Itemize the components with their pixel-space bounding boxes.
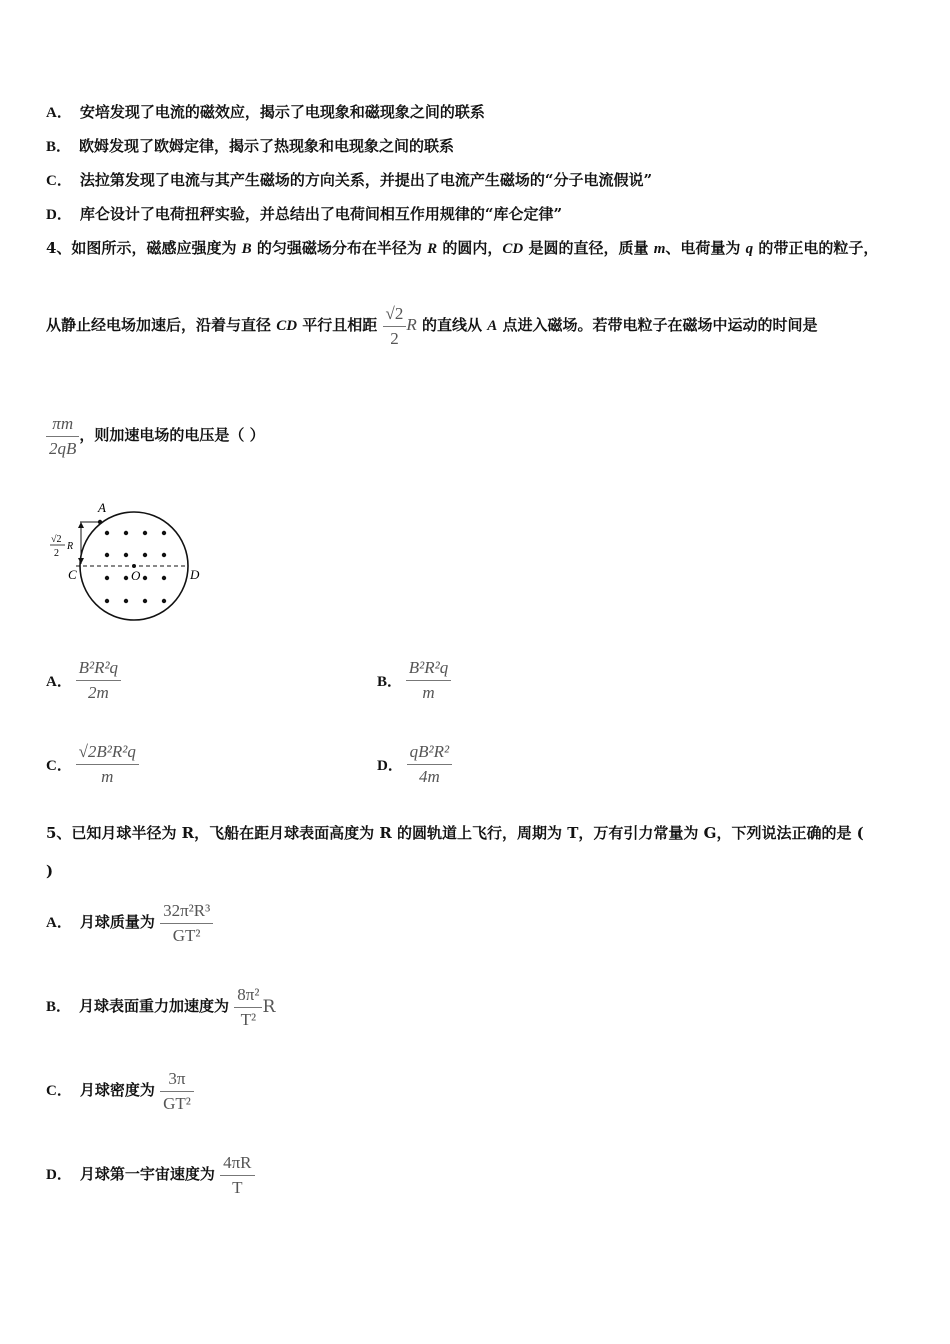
q4-option-b [377, 656, 451, 705]
var-cd: CD [502, 241, 524, 257]
option-fraction [76, 740, 139, 789]
fraction-pim-over-2qb [46, 412, 79, 461]
option-text: 月球表面重力加速度为 [79, 997, 230, 1015]
text: 、电荷量为 [665, 239, 746, 257]
fraction-numerator: 4πR [220, 1151, 254, 1176]
option-text: 法拉第发现了电流与其产生磁场的方向关系，并提出了电流产生磁场的“分子电流假说” [79, 171, 653, 189]
circle-diagram [46, 500, 216, 630]
option-suffix: R [262, 997, 276, 1017]
label-o: O [131, 568, 141, 583]
fraction-numerator: 3π [160, 1067, 194, 1092]
magnetic-field-figure [46, 500, 216, 634]
fraction-numerator: B²R²q [406, 656, 451, 681]
option-text: 月球第一宇宙速度为 [79, 1165, 215, 1183]
arrow-head-up [78, 522, 84, 528]
label-c: C [68, 567, 77, 582]
fraction-numerator: πm [46, 412, 79, 437]
option-label: D． [46, 1167, 72, 1183]
dist-denominator: 2 [54, 548, 59, 559]
fraction-numerator: √2B²R²q [76, 740, 139, 765]
q4-stem-line1 [46, 238, 878, 259]
fraction-numerator: 8π² [234, 983, 262, 1008]
option-text: 安培发现了电流的磁效应，揭示了电现象和磁现象之间的联系 [79, 103, 485, 121]
arrow-head-down [78, 558, 84, 564]
label-a: A [98, 500, 106, 515]
q4-option-a [46, 656, 121, 705]
fraction-denominator: 2qB [49, 438, 77, 458]
option-fraction [160, 1067, 194, 1116]
point-a [98, 520, 102, 524]
fraction-denominator: T [232, 1177, 243, 1197]
label-d: D [190, 567, 200, 582]
var-r: R [427, 241, 438, 257]
text: 的带正电的粒子， [753, 239, 879, 257]
option-text: 欧姆发现了欧姆定律，揭示了热现象和电现象之间的联系 [79, 137, 455, 155]
q5-option-c [46, 1062, 194, 1119]
dist-r: R [67, 541, 74, 552]
dist-numerator: √2 [51, 534, 62, 545]
fraction-denominator: GT² [172, 925, 201, 945]
fraction-numerator: qB²R² [407, 740, 452, 765]
text: ，则加速电场的电压是（ ） [79, 426, 265, 444]
var-r: R [406, 315, 417, 334]
q5-stem-line2: ) [46, 862, 54, 880]
option-label: B． [46, 999, 72, 1015]
q4-stem-line3 [46, 410, 265, 461]
q5-option-d [46, 1146, 255, 1203]
text: 是圆的直径，质量 [523, 239, 654, 257]
fraction-numerator: 32π²R³ [160, 899, 213, 924]
option-fraction [76, 656, 121, 705]
fraction-denominator: T² [240, 1009, 257, 1029]
fraction-sqrt2-over-2 [383, 302, 407, 351]
option-label: D． [46, 207, 72, 223]
option-fraction [406, 656, 451, 705]
option-label: C． [46, 173, 72, 189]
option-fraction [407, 740, 452, 789]
text: 平行且相距 [297, 316, 383, 334]
text: 4、如图所示，磁感应强度为 [46, 239, 242, 257]
text: 从静止经电场加速后，沿着与直径 [46, 316, 277, 334]
option-label: B． [46, 139, 72, 155]
option-label: C． [46, 1083, 72, 1099]
text: 点进入磁场。若带电粒子在磁场中运动的时间是 [497, 316, 818, 334]
q5-stem-line1: 5、已知月球半径为 R，飞船在距月球表面高度为 R 的圆轨道上飞行，周期为 T，万有引力常量为 G，下列说法正确的是 ( [46, 824, 864, 842]
fraction-numerator: B²R²q [76, 656, 121, 681]
option-fraction [220, 1151, 254, 1200]
option-fraction [234, 983, 262, 1032]
option-label: A． [46, 915, 72, 931]
text: 的匀强磁场分布在半径为 [251, 239, 428, 257]
q3-option-d [46, 204, 562, 225]
fraction-denominator: m [422, 683, 435, 702]
option-label: A． [46, 674, 72, 690]
option-text: 月球密度为 [79, 1081, 155, 1099]
fraction-denominator: 2m [87, 683, 109, 702]
option-label: A． [46, 105, 72, 121]
option-label: C． [46, 758, 72, 774]
var-b: B [241, 241, 252, 257]
q4-stem-line2 [46, 300, 817, 351]
option-text: 库仑设计了电荷扭秤实验，并总结出了电荷间相互作用规律的“库仑定律” [79, 205, 563, 223]
q3-option-b [46, 136, 454, 157]
fraction-denominator: 4m [418, 767, 440, 786]
q4-option-c [46, 740, 139, 789]
option-label: B． [377, 674, 403, 690]
text: 的直线从 [416, 316, 488, 334]
option-label: D． [377, 758, 403, 774]
q3-option-a [46, 102, 485, 123]
fraction-denominator: 2 [390, 328, 399, 348]
var-cd: CD [276, 318, 298, 334]
q5-option-b [46, 978, 275, 1035]
fraction-numerator: √2 [383, 302, 407, 327]
var-m: m [653, 241, 666, 257]
var-a: A [487, 318, 498, 334]
q4-option-d [377, 740, 452, 789]
q3-option-c [46, 170, 652, 191]
q5-option-a [46, 894, 213, 951]
option-fraction [160, 899, 213, 948]
option-text: 月球质量为 [79, 913, 155, 931]
text: 的圆内， [437, 239, 503, 257]
fraction-denominator: m [101, 767, 114, 786]
fraction-denominator: GT² [163, 1093, 191, 1113]
var-q: q [745, 241, 754, 257]
